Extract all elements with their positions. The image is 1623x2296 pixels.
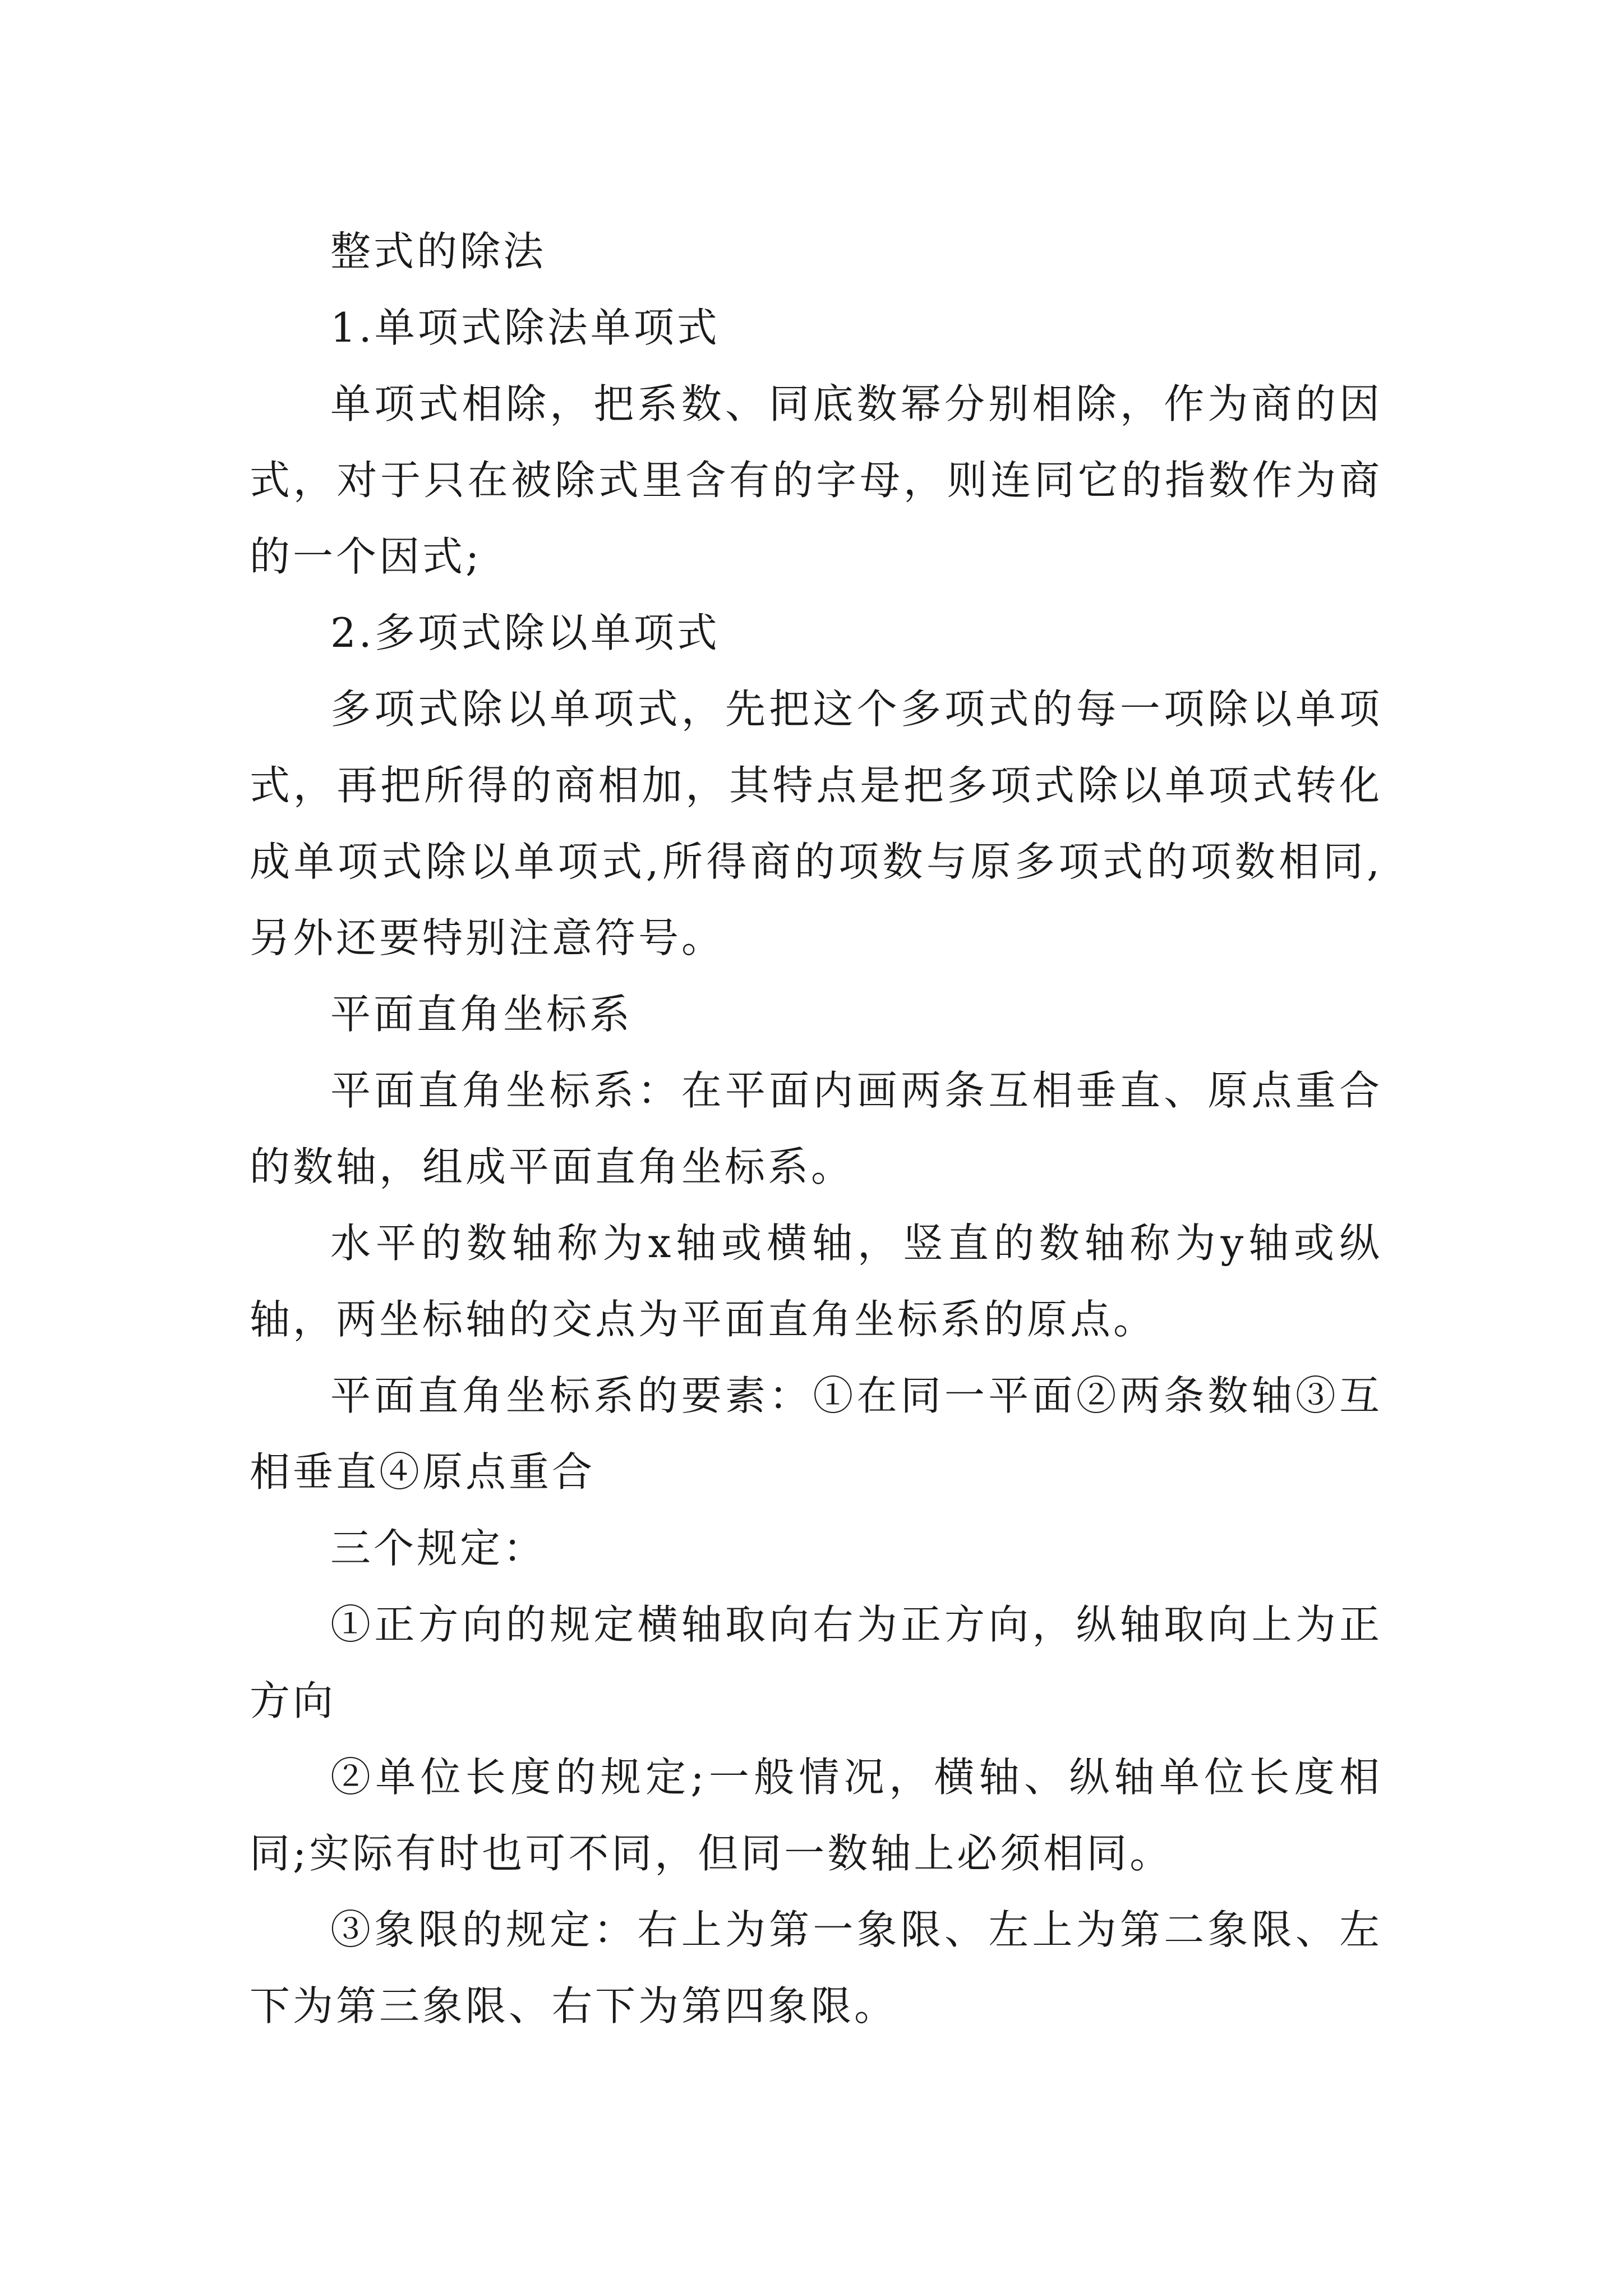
- paragraph-rule-quadrants: ③象限的规定：右上为第一象限、左上为第二象限、左下为第三象限、右下为第四象限。: [250, 1906, 1382, 2030]
- paragraph-monomial-division-rule: 单项式相除，把系数、同底数幂分别相除，作为商的因式，对于只在被除式里含有的字母，则连同它的指数作为商的一个因式;: [250, 380, 1382, 580]
- paragraph-rule-direction: ①正方向的规定横轴取向右为正方向，纵轴取向上为正方向: [250, 1601, 1382, 1724]
- document-body: [250, 213, 1382, 2044]
- paragraph-three-rules-heading: 三个规定：: [330, 1525, 547, 1572]
- section-heading-polynomial-division: 整式的除法: [330, 228, 547, 275]
- paragraph-coordinate-elements: 平面直角坐标系的要素：①在同一平面②两条数轴③互相垂直④原点重合: [250, 1372, 1382, 1496]
- subheading-polynomial-by-monomial: 2.多项式除以单项式: [330, 609, 720, 656]
- paragraph-rule-unit-length: ②单位长度的规定;一般情况，横轴、纵轴单位长度相同;实际有时也可不同，但同一数轴上必须相同。: [250, 1754, 1382, 1877]
- section-heading-coordinate-system: 平面直角坐标系: [330, 991, 633, 1038]
- subheading-monomial-division: 1.单项式除法单项式: [330, 304, 720, 351]
- paragraph-polynomial-by-monomial-rule: 多项式除以单项式，先把这个多项式的每一项除以单项式，再把所得的商相加，其特点是把多项式除以单项式转化成单项式除以单项式,所得商的项数与原多项式的项数相同,另外还要特别注意符号。: [250, 685, 1382, 961]
- paragraph-coordinate-system-definition: 平面直角坐标系：在平面内画两条互相垂直、原点重合的数轴，组成平面直角坐标系。: [250, 1067, 1382, 1190]
- paragraph-axes-and-origin: 水平的数轴称为x轴或横轴，竖直的数轴称为y轴或纵轴，两坐标轴的交点为平面直角坐标系的原点。: [250, 1220, 1382, 1343]
